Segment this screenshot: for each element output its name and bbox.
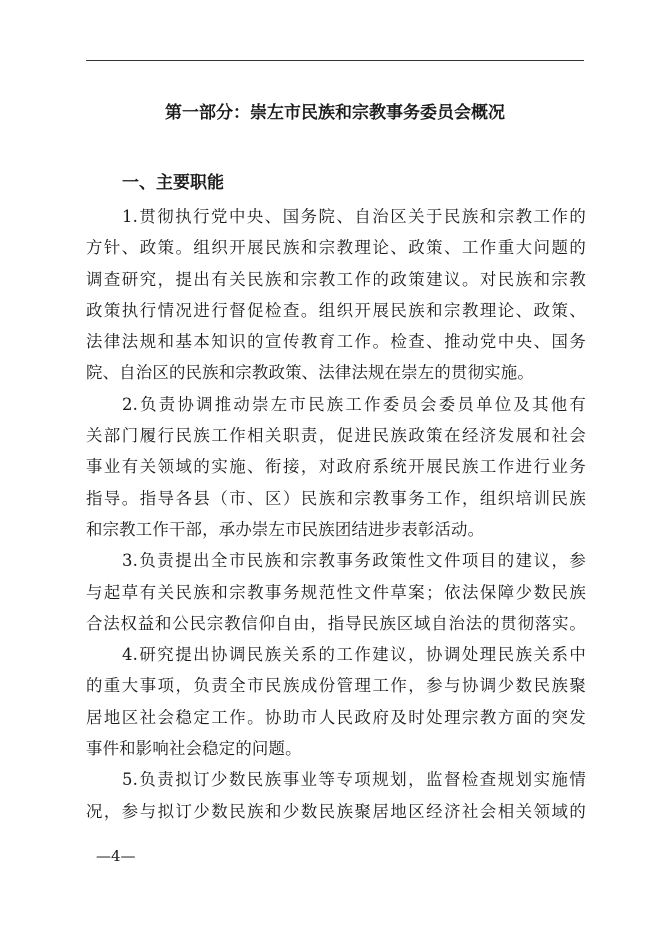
- text-line: 和宗教工作干部，承办崇左市民族团结进步表彰活动。: [86, 519, 485, 539]
- text-line: 指导。指导各县（市、区）民族和宗教事务工作，组织培训民族: [86, 488, 586, 508]
- text-line: 的重大事项，负责全市民族成份管理工作，参与协调少数民族聚: [86, 676, 586, 696]
- text-line: 居地区社会稳定工作。协助市人民政府及时处理宗教方面的突发: [86, 707, 586, 727]
- text-line: 政策执行情况进行督促检查。组织开展民族和宗教理论、政策、: [86, 300, 586, 320]
- text-line: 5.负责拟订少数民族事业等专项规划，监督检查规划实施情: [122, 770, 586, 790]
- text-line: 院、自治区的民族和宗教政策、法律法规在崇左的贯彻实施。: [86, 363, 534, 383]
- part-title: 第一部分：崇左市民族和宗教事务委员会概况: [165, 103, 505, 123]
- section-heading: 一、主要职能: [122, 173, 224, 193]
- text-line: 1.贯彻执行党中央、国务院、自治区关于民族和宗教工作的: [122, 207, 586, 226]
- text-line: 事业有关领域的实施、衔接，对政府系统开展民族工作进行业务: [86, 457, 586, 477]
- text-line: 事件和影响社会稳定的问题。: [86, 739, 302, 759]
- text-line: 法律法规和基本知识的宣传教育工作。检查、推动党中央、国务: [86, 332, 586, 352]
- text-line: 调查研究，提出有关民族和宗教工作的政策建议。对民族和宗教: [86, 269, 586, 289]
- page-number: —4—: [96, 847, 136, 865]
- text-line: 合法权益和公民宗教信仰自由，指导民族区域自治法的贯彻落实。: [86, 613, 586, 633]
- text-line: 方针、政策。组织开展民族和宗教理论、政策、工作重大问题的: [86, 238, 586, 258]
- text-line: 2.负责协调推动崇左市民族工作委员会委员单位及其他有: [122, 394, 586, 414]
- text-line: 与起草有关民族和宗教事务规范性文件草案；依法保障少数民族: [86, 582, 586, 602]
- body-text: [86, 201, 586, 827]
- text-line: 关部门履行民族工作相关职责，促进民族政策在经济发展和社会: [86, 426, 586, 446]
- text-line: 况，参与拟订少数民族和少数民族聚居地区经济社会相关领域的: [86, 801, 586, 821]
- text-line: 3.负责提出全市民族和宗教事务政策性文件项目的建议，参: [122, 551, 586, 571]
- text-line: 4.研究提出协调民族关系的工作建议，协调处理民族关系中: [122, 645, 586, 665]
- header-rule: [86, 60, 584, 61]
